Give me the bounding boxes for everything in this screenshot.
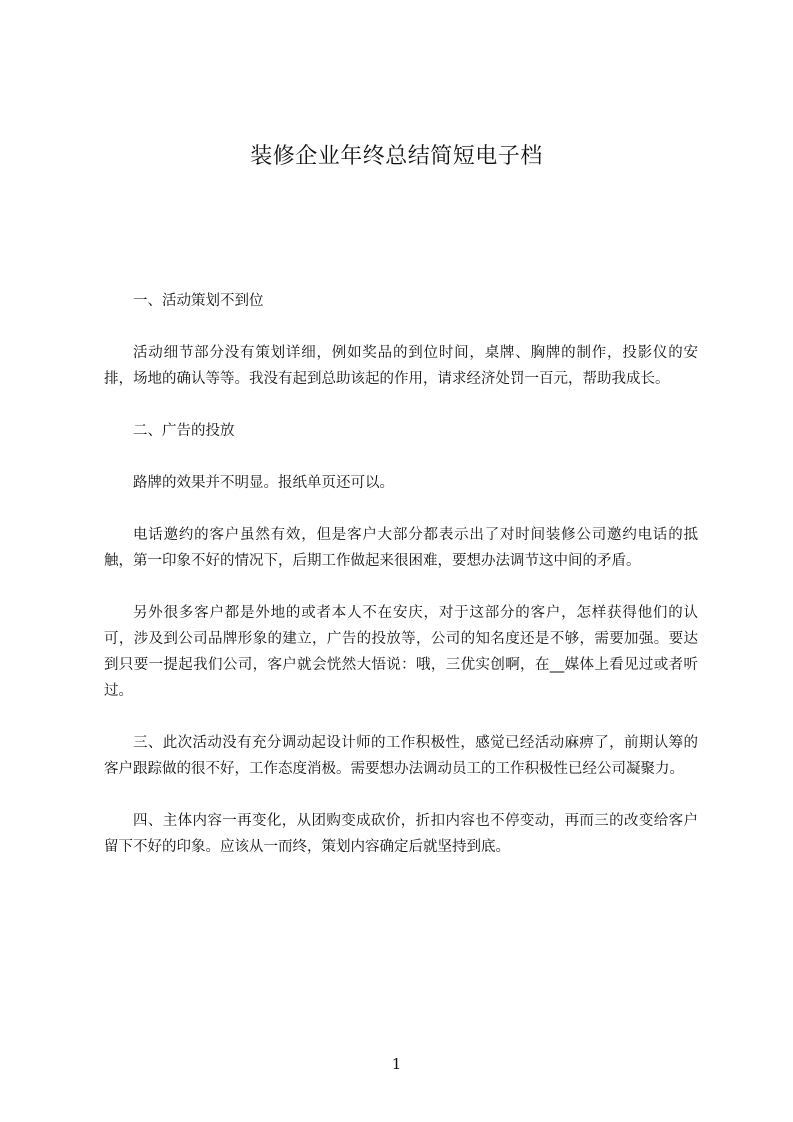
paragraph-billboard: 路牌的效果并不明显。报纸单页还可以。: [133, 475, 394, 491]
section-heading-1: 一、活动策划不到位: [133, 293, 264, 309]
section-heading-2: 二、广告的投放: [133, 423, 235, 439]
page-title: 装修企业年终总结简短电子档: [250, 144, 543, 169]
page-number: 1: [391, 1055, 402, 1073]
paragraph-phone-invitations: 电话邀约的客户虽然有效，但是客户大部分都表示出了对时间装修公司邀约电话的抵触，第一印象不好的情况下，后期工作做起来很困难，要想办法调节这中间的矛盾。: [104, 527, 698, 569]
paragraph-section-4: 四、主体内容一再变化，从团购变成砍价，折扣内容也不停变动，再而三的改变给客户留下不好的印象。应该从一而终，策划内容确定后就坚持到底。: [104, 813, 698, 855]
document-body: [104, 288, 698, 886]
paragraph-remote-clients: 另外很多客户都是外地的或者本人不在安庆，对于这部分的客户，怎样获得他们的认可，涉及到公司品牌形象的建立，广告的投放等，公司的知名度还是不够，需要加强。要达到只要一提起我们公司，客户就会恍然大悟说：哦，三优实创啊，在__媒体上看见过或者听过。: [104, 605, 698, 699]
paragraph-activity-details: 活动细节部分没有策划详细，例如奖品的到位时间，桌牌、胸牌的制作，投影仪的安排，场地的确认等等。我没有起到总助该起的作用，请求经济处罚一百元，帮助我成长。: [104, 345, 698, 387]
paragraph-section-3: 三、此次活动没有充分调动起设计师的工作积极性，感觉已经活动麻痹了，前期认筹的客户跟踪做的很不好，工作态度消极。需要想办法调动员工的工作积极性已经公司凝聚力。: [104, 735, 698, 777]
